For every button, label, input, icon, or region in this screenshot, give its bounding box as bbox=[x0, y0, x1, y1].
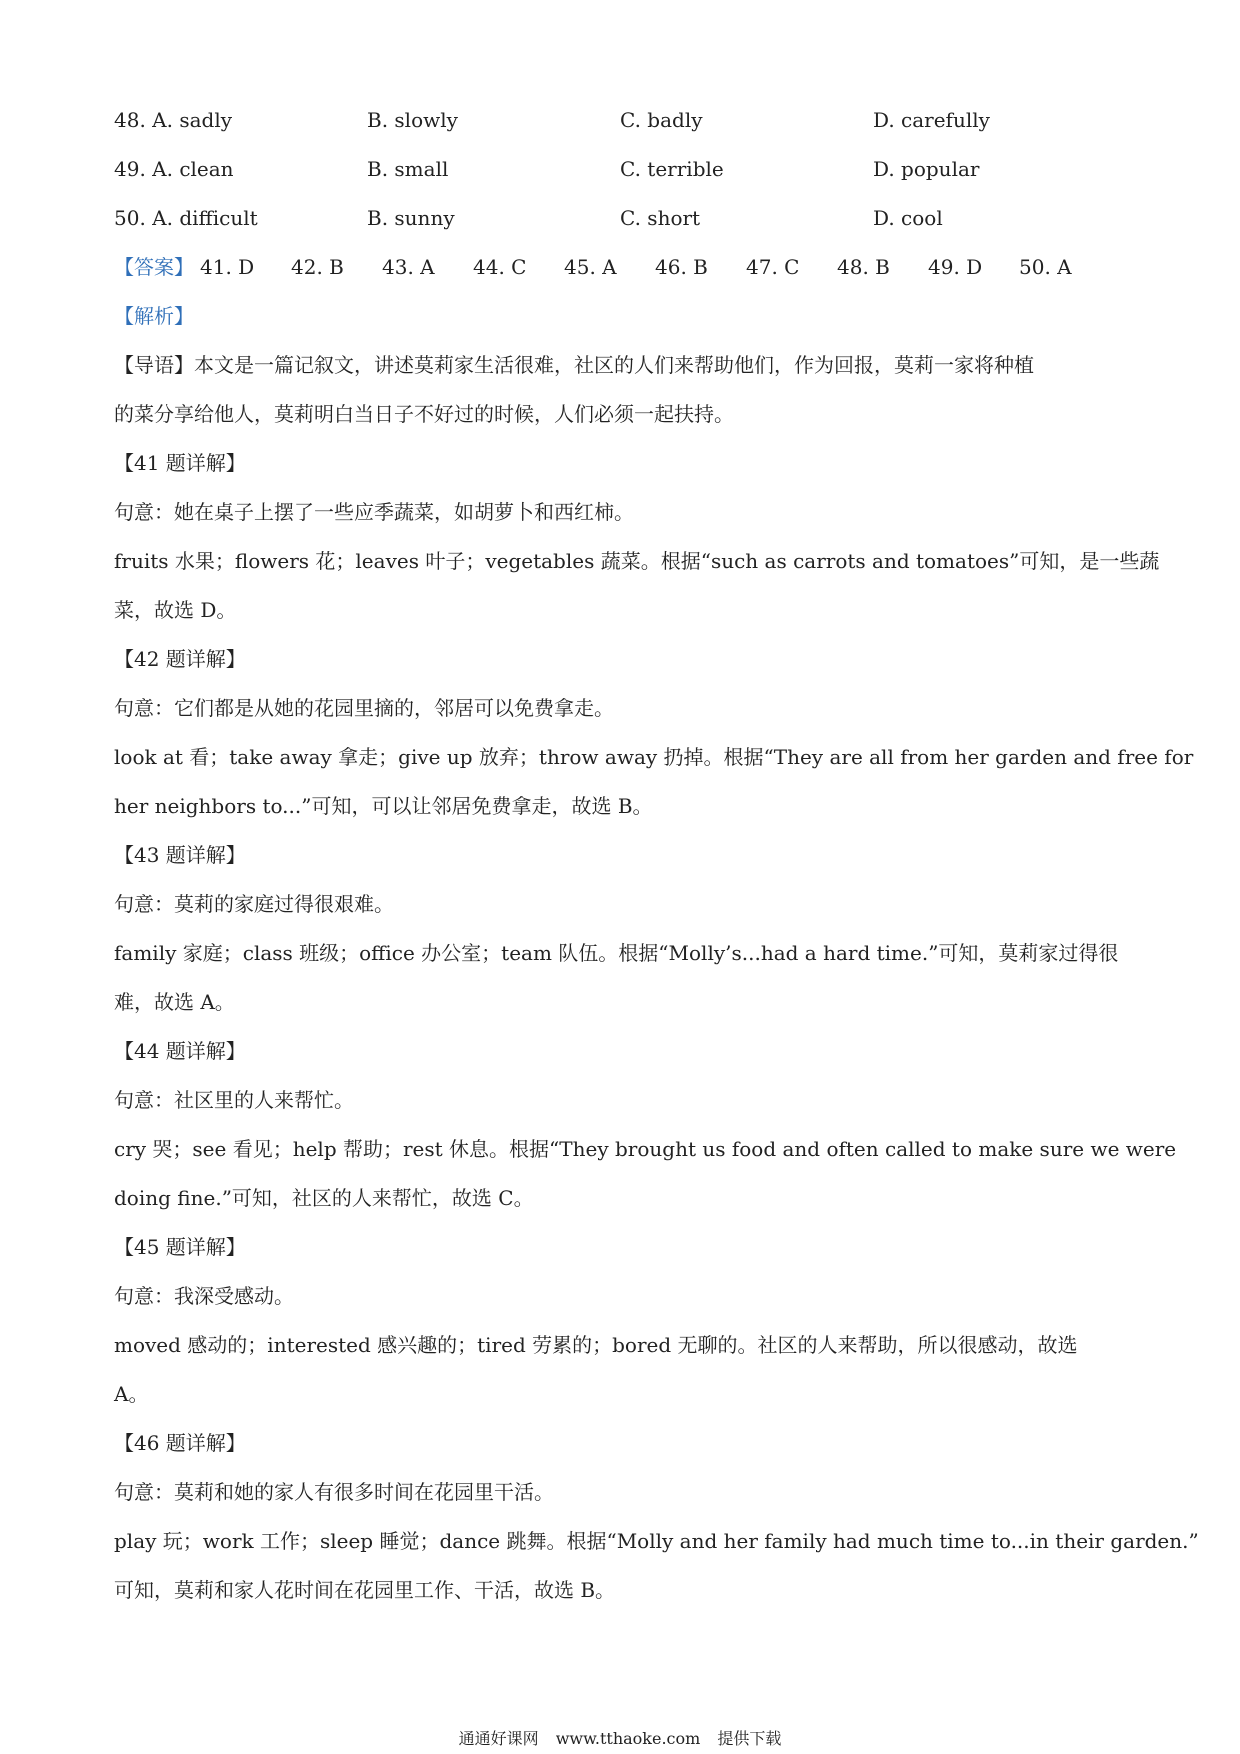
section-line: 难，故选 A。 bbox=[114, 990, 235, 1014]
section-heading-45: 【45 题详解】 bbox=[114, 1235, 246, 1259]
answer-48: 48. B bbox=[837, 255, 890, 279]
section-line: 句意：莫莉的家庭过得很艰难。 bbox=[114, 892, 394, 916]
footer-site-name: 通通好课网 bbox=[458, 1729, 539, 1748]
analysis-tag: 【解析】 bbox=[114, 304, 194, 328]
option-a: 49. A. clean bbox=[114, 157, 234, 181]
answer-tag: 【答案】 bbox=[114, 255, 194, 279]
answer-44: 44. C bbox=[473, 255, 527, 279]
section-line: 句意：它们都是从她的花园里摘的，邻居可以免费拿走。 bbox=[114, 696, 614, 720]
option-c: C. badly bbox=[620, 108, 703, 132]
option-d: D. carefully bbox=[873, 108, 990, 132]
section-line: 句意：社区里的人来帮忙。 bbox=[114, 1088, 354, 1112]
option-b: B. small bbox=[367, 157, 449, 181]
section-heading-46: 【46 题详解】 bbox=[114, 1431, 246, 1455]
option-b: B. sunny bbox=[367, 206, 455, 230]
footer-url[interactable]: www.tthaoke.com bbox=[555, 1729, 701, 1748]
section-line: 句意：她在桌子上摆了一些应季蔬菜，如胡萝卜和西红柿。 bbox=[114, 500, 634, 524]
section-line: her neighbors to...”可知，可以让邻居免费拿走，故选 B。 bbox=[114, 794, 653, 818]
answer-45: 45. A bbox=[564, 255, 617, 279]
section-heading-43: 【43 题详解】 bbox=[114, 843, 246, 867]
section-line: cry 哭；see 看见；help 帮助；rest 休息。根据“They brought us food and often called to make sure we were bbox=[114, 1137, 1177, 1161]
section-heading-44: 【44 题详解】 bbox=[114, 1039, 246, 1063]
section-heading-42: 【42 题详解】 bbox=[114, 647, 246, 671]
intro-line: 的菜分享给他人，莫莉明白当日子不好过的时候，人们必须一起扶持。 bbox=[114, 402, 734, 426]
section-line: 句意：莫莉和她的家人有很多时间在花园里干活。 bbox=[114, 1480, 554, 1504]
option-a: 50. A. difficult bbox=[114, 206, 258, 230]
option-b: B. slowly bbox=[367, 108, 458, 132]
option-d: D. cool bbox=[873, 206, 943, 230]
option-c: C. terrible bbox=[620, 157, 724, 181]
answer-41: 41. D bbox=[200, 255, 255, 279]
section-heading-41: 【41 题详解】 bbox=[114, 451, 246, 475]
answer-42: 42. B bbox=[291, 255, 344, 279]
section-line: family 家庭；class 班级；office 办公室；team 队伍。根据“Molly’s...had a hard time.”可知，莫莉家过得很 bbox=[114, 941, 1119, 965]
option-a: 48. A. sadly bbox=[114, 108, 233, 132]
section-line: 句意：我深受感动。 bbox=[114, 1284, 294, 1308]
option-row-48 bbox=[114, 96, 1134, 145]
answer-49: 49. D bbox=[928, 255, 983, 279]
section-line: 菜，故选 D。 bbox=[114, 598, 237, 622]
answer-47: 47. C bbox=[746, 255, 800, 279]
section-line: doing fine.”可知，社区的人来帮忙，故选 C。 bbox=[114, 1186, 534, 1210]
section-line: look at 看；take away 拿走；give up 放弃；throw away 扔掉。根据“They are all from her garden and free for bbox=[114, 745, 1194, 769]
answer-row bbox=[114, 243, 1134, 292]
option-c: C. short bbox=[620, 206, 701, 230]
footer-note: 提供下载 bbox=[717, 1729, 782, 1748]
answer-50: 50. A bbox=[1019, 255, 1072, 279]
section-line: fruits 水果；flowers 花；leaves 叶子；vegetables 蔬菜。根据“such as carrots and tomatoes”可知，是一些蔬 bbox=[114, 549, 1160, 573]
option-row-50 bbox=[114, 194, 1134, 243]
section-line: 可知，莫莉和家人花时间在花园里工作、干活，故选 B。 bbox=[114, 1578, 616, 1602]
section-line: play 玩；work 工作；sleep 睡觉；dance 跳舞。根据“Molly and her family had much time to...in their garden.” bbox=[114, 1529, 1199, 1553]
page-footer bbox=[0, 1728, 1240, 1750]
section-line: A。 bbox=[114, 1382, 149, 1406]
option-d: D. popular bbox=[873, 157, 980, 181]
answer-46: 46. B bbox=[655, 255, 708, 279]
section-line: moved 感动的；interested 感兴趣的；tired 劳累的；bored 无聊的。社区的人来帮助，所以很感动，故选 bbox=[114, 1333, 1078, 1357]
option-row-49 bbox=[114, 145, 1134, 194]
answer-43: 43. A bbox=[382, 255, 435, 279]
intro-line: 【导语】本文是一篇记叙文，讲述莫莉家生活很难，社区的人们来帮助他们，作为回报，莫莉一家将种植 bbox=[114, 353, 1034, 377]
